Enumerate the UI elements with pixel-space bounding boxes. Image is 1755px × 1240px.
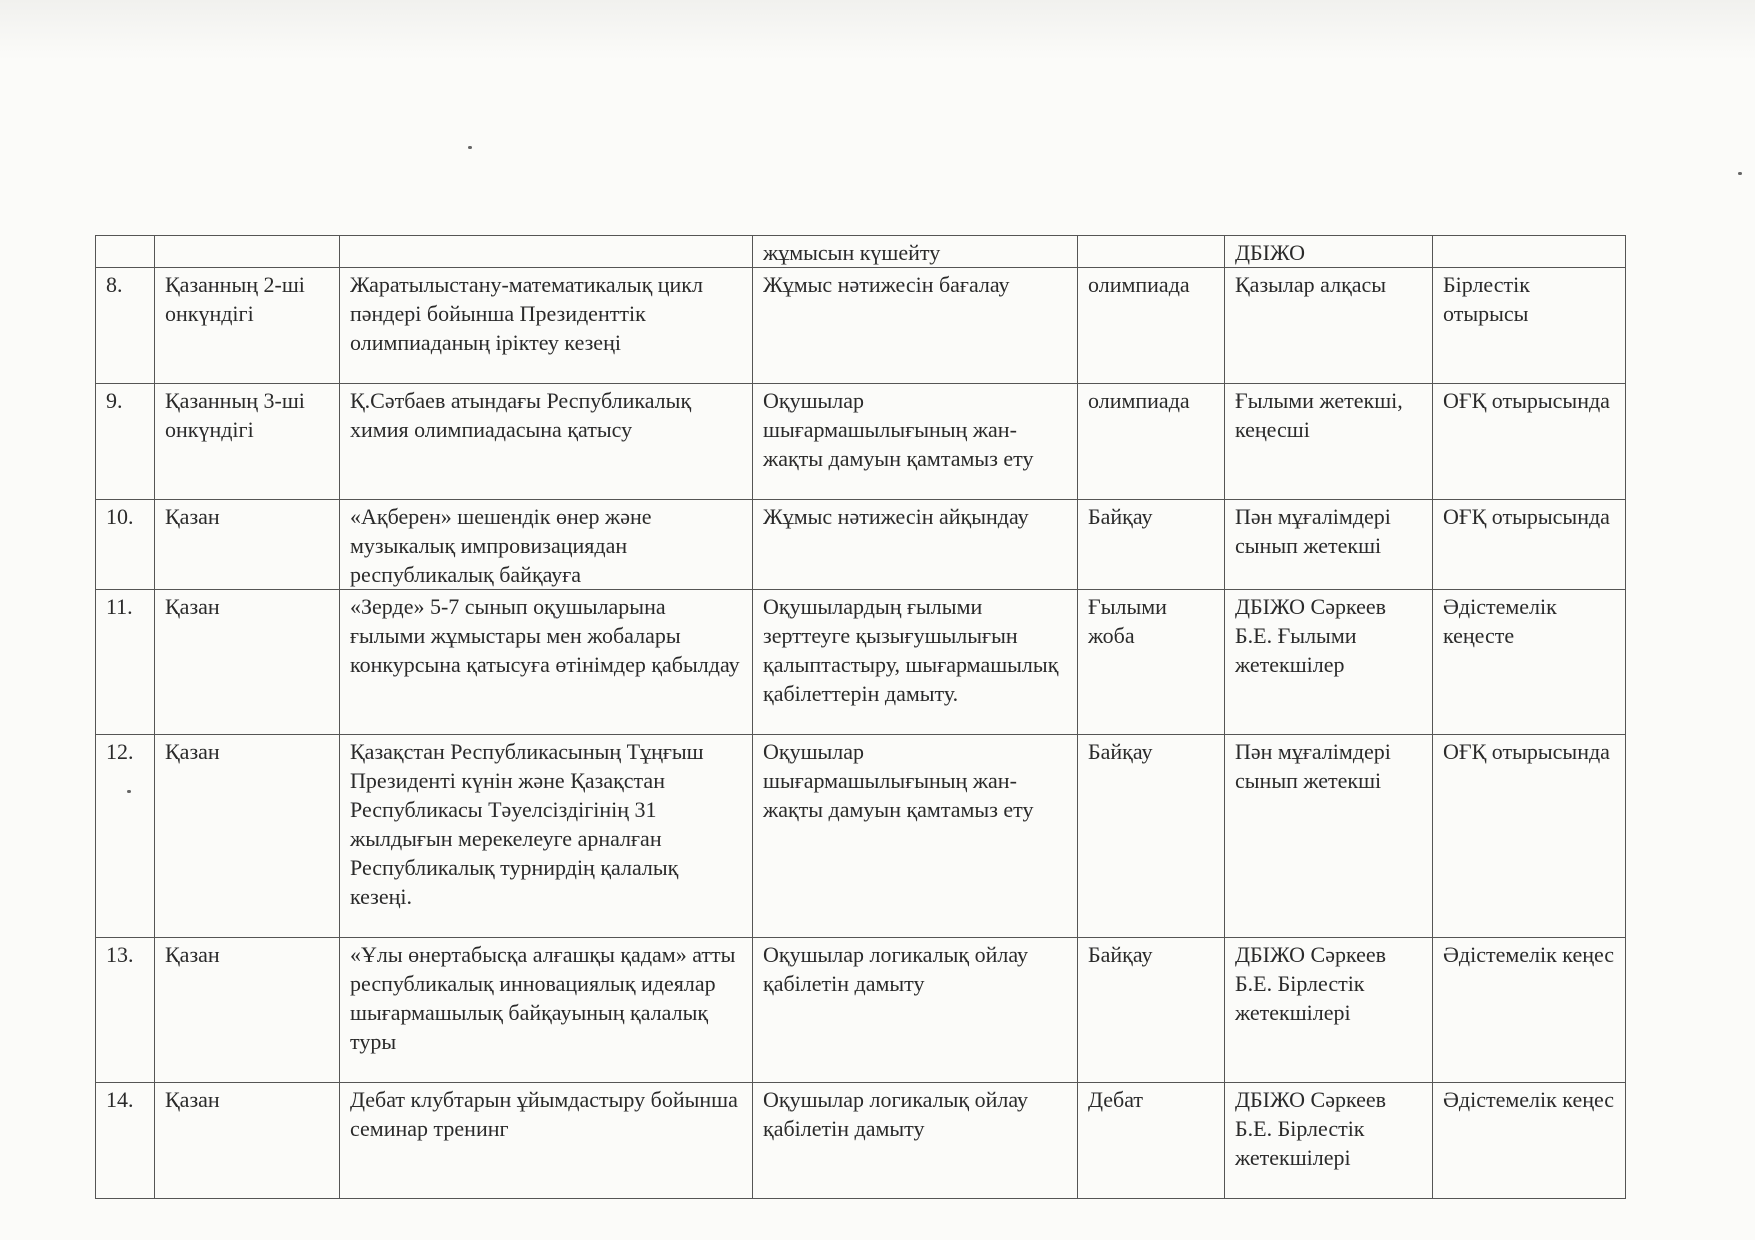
cell-goal: Оқушылардың ғылыми зерттеуге қызығушылығын қалыптастыру, шығармашылық қабілеттерін дамыту.	[753, 590, 1078, 735]
cell-date: Қазан	[155, 500, 340, 590]
cell-form: Дебат	[1078, 1083, 1225, 1199]
cell-goal: Оқушылар логикалық ойлау қабілетін дамыту	[753, 938, 1078, 1083]
cell-responsible: Қазылар алқасы	[1225, 268, 1433, 384]
cell-responsible: ДБІЖО Сәркеев Б.Е. Ғылыми жетекшілер	[1225, 590, 1433, 735]
cell-num: 13.	[96, 938, 155, 1083]
cell-date: Қазан	[155, 938, 340, 1083]
cell-event: «Ақберен» шешендік өнер және музыкалық импровизациядан республикалық байқауға	[340, 500, 753, 590]
cell-num: 9.	[96, 384, 155, 500]
cell-goal: жұмысын күшейту	[753, 236, 1078, 268]
cell-date: Қазан	[155, 590, 340, 735]
table-row	[96, 735, 1626, 938]
cell-responsible: Ғылыми жетекші, кеңесші	[1225, 384, 1433, 500]
cell-outcome	[1433, 236, 1626, 268]
cell-date: Қазанның 2-ші онкүндігі	[155, 268, 340, 384]
cell-goal: Оқушылар шығармашылығының жан-жақты дамуын қамтамыз ету	[753, 735, 1078, 938]
table-row	[96, 236, 1626, 268]
scan-speck	[1738, 172, 1742, 175]
cell-responsible: ДБІЖО Сәркеев Б.Е. Бірлестік жетекшілері	[1225, 1083, 1433, 1199]
cell-form: олимпиада	[1078, 268, 1225, 384]
cell-num	[96, 236, 155, 268]
cell-event: Жаратылыстану-математикалық цикл пәндері бойынша Президенттік олимпиаданың іріктеу кезеңі	[340, 268, 753, 384]
cell-goal: Оқушылар шығармашылығының жан-жақты дамуын қамтамыз ету	[753, 384, 1078, 500]
cell-responsible: ДБІЖО Сәркеев Б.Е. Бірлестік жетекшілері	[1225, 938, 1433, 1083]
cell-num: 10.	[96, 500, 155, 590]
cell-num: 14.	[96, 1083, 155, 1199]
cell-form: Ғылыми жоба	[1078, 590, 1225, 735]
cell-event: Дебат клубтарын ұйымдастыру бойынша семинар тренинг	[340, 1083, 753, 1199]
cell-goal: Жұмыс нәтижесін бағалау	[753, 268, 1078, 384]
cell-event: Қазақстан Республикасының Тұңғыш Президенті күнін және Қазақстан Республикасы Тәуелсіздігінің 31 жылдығын мерекелеуге арналған Республикалық турнирдің қалалық кезеңі.	[340, 735, 753, 938]
cell-form: Байқау	[1078, 500, 1225, 590]
table-row	[96, 500, 1626, 590]
cell-num: 8.	[96, 268, 155, 384]
table-row	[96, 1083, 1626, 1199]
cell-outcome: Бірлестік отырысы	[1433, 268, 1626, 384]
cell-outcome: Әдістемелік кеңес	[1433, 1083, 1626, 1199]
cell-form: Байқау	[1078, 735, 1225, 938]
cell-outcome: ОҒҚ отырысында	[1433, 384, 1626, 500]
table-row	[96, 384, 1626, 500]
table-row	[96, 938, 1626, 1083]
event-plan-table	[95, 235, 1626, 1199]
cell-outcome: ОҒҚ отырысында	[1433, 735, 1626, 938]
cell-goal: Жұмыс нәтижесін айқындау	[753, 500, 1078, 590]
cell-outcome: Әдістемелік кеңес	[1433, 938, 1626, 1083]
cell-event: «Ұлы өнертабысқа алғашқы қадам» атты республикалық инновациялық идеялар шығармашылық байқауының қалалық туры	[340, 938, 753, 1083]
cell-date	[155, 236, 340, 268]
cell-event: Қ.Сәтбаев атындағы Республикалық химия олимпиадасына қатысу	[340, 384, 753, 500]
cell-date: Қазан	[155, 735, 340, 938]
cell-responsible: Пән мұғалімдері сынып жетекші	[1225, 735, 1433, 938]
scan-speck	[468, 146, 472, 149]
cell-num: 12.	[96, 735, 155, 938]
table-row	[96, 590, 1626, 735]
cell-form: олимпиада	[1078, 384, 1225, 500]
cell-responsible: Пән мұғалімдері сынып жетекші	[1225, 500, 1433, 590]
cell-form	[1078, 236, 1225, 268]
cell-event	[340, 236, 753, 268]
cell-date: Қазан	[155, 1083, 340, 1199]
cell-date: Қазанның 3-ші онкүндігі	[155, 384, 340, 500]
cell-outcome: Әдістемелік кеңесте	[1433, 590, 1626, 735]
cell-form: Байқау	[1078, 938, 1225, 1083]
cell-responsible: ДБІЖО	[1225, 236, 1433, 268]
table-row	[96, 268, 1626, 384]
scan-top-shade	[0, 0, 1755, 60]
cell-num: 11.	[96, 590, 155, 735]
cell-goal: Оқушылар логикалық ойлау қабілетін дамыту	[753, 1083, 1078, 1199]
cell-outcome: ОҒҚ отырысында	[1433, 500, 1626, 590]
cell-event: «Зерде» 5-7 сынып оқушыларына ғылыми жұмыстары мен жобалары конкурсына қатысуға өтінімдер қабылдау	[340, 590, 753, 735]
